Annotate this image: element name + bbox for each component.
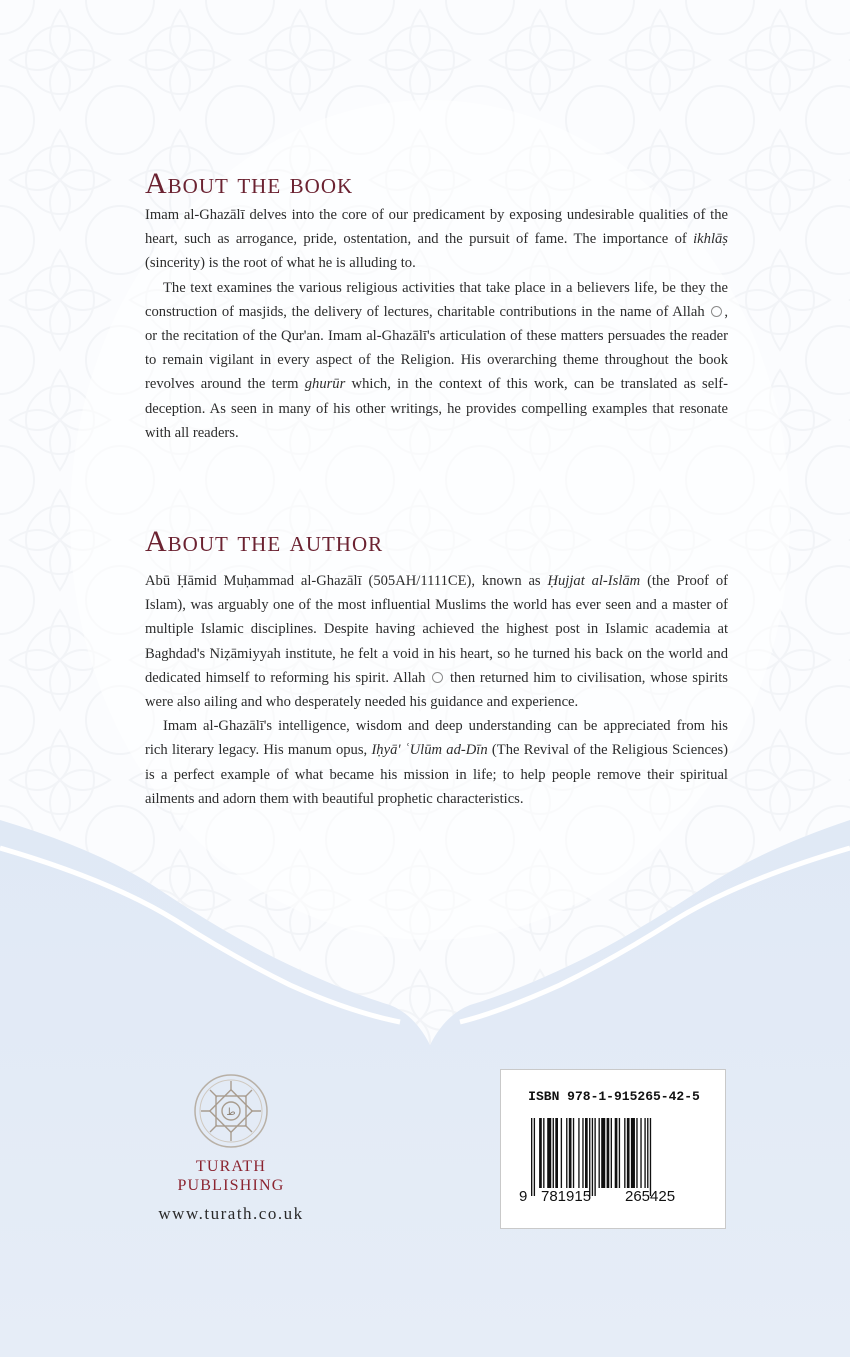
book-paragraph-1: Imam al-Ghazālī delves into the core of our predicament by exposing undesirable qualities of the heart, such as arrogance, pride, ostentation, and the pursuit of fame. The importance of ikhlāṣ (sincerity) is the root of what he is alluding to. [145, 207, 728, 272]
barcode-bar [631, 1118, 635, 1188]
barcode-bar [594, 1118, 595, 1196]
barcode-bars-icon [531, 1118, 701, 1196]
publisher-website[interactable]: www.turath.co.uk [158, 1204, 304, 1223]
barcode-bar [615, 1118, 618, 1188]
barcode-bar [566, 1118, 567, 1188]
barcode-bar [640, 1118, 641, 1188]
author-paragraph-1: Abū Ḥāmid Muḥammad al-Ghazālī (505AH/1111CE), known as Ḥujjat al-Islām (the Proof of Islam), was arguably one of the most influential Muslims the world has ever seen and a master of multiple Islamic disciplines. Despite having achieved the highest post in Islamic academia at Baghdad's Niẓāmiyyah institute, he felt a void in his heart, so he turned his back on the world and dedicated himself to reforming his spirit. Allah then returned him to civilisation, whose spirits were also ailing and who desperately needed his guidance and experience. [145, 573, 729, 711]
barcode-bar [589, 1118, 590, 1196]
barcode-bar [578, 1118, 579, 1188]
author-paragraph-2: Imam al-Ghazālī's intelligence, wisdom and deep understanding can be appreciated from his rich literary legacy. His manum opus, Iḥyā' ʿUlūm ad-Dīn (The Revival of the Religious Sciences) is a perfect example of what became his mission in life; to help people remove their spiritual ailments and adorn them with beautiful prophetic characteristics. [145, 718, 729, 807]
barcode-bar [636, 1118, 637, 1188]
barcode-bar [624, 1118, 625, 1188]
barcode-bar [619, 1118, 620, 1188]
svg-text:ط: ط [226, 1107, 236, 1118]
barcode-bar [569, 1118, 572, 1188]
barcode-bar [555, 1118, 558, 1188]
barcode-bar [592, 1118, 593, 1196]
about-author-heading: About the author [145, 525, 384, 558]
barcode-bar [599, 1118, 600, 1188]
barcode-bar [627, 1118, 630, 1188]
barcode-bar [611, 1118, 612, 1188]
barcode-bar [531, 1118, 532, 1196]
about-author-text [145, 569, 728, 811]
isbn-label: ISBN 978-1-915265-42-5 [528, 1089, 700, 1104]
barcode-bar [539, 1118, 542, 1188]
about-book-heading: About the book [145, 167, 354, 200]
barcode-bar [573, 1118, 574, 1188]
barcode-bar [582, 1118, 583, 1188]
isbn-barcode: ISBN 978-1-915265-42-5 9 781915 265425 [500, 1069, 726, 1229]
barcode-bar [644, 1118, 645, 1188]
barcode-bar [543, 1118, 544, 1188]
barcode-bar [647, 1118, 648, 1188]
barcode-bar [534, 1118, 535, 1196]
publisher-logo-icon [193, 1073, 269, 1149]
book-paragraph-2: The text examines the various religious activities that take place in a believers life, be they the construction of masjids, the delivery of lectures, charitable contributions in the name of Allah , or the recitation of the Qur'an. Imam al-Ghazālī's articulation of these matters persuades the reader to remain vigilant in every aspect of the Religion. His overarching theme throughout the book revolves around the term ghurūr which, in the context of this work, can be translated as self-deception. As seen in many of his other writings, he provides compelling examples that resonate with all readers. [145, 279, 728, 441]
honorific-icon [711, 306, 722, 317]
honorific-icon [432, 672, 443, 683]
barcode-bar [547, 1118, 551, 1188]
barcode-bar [553, 1118, 554, 1188]
barcode-bar [607, 1118, 610, 1188]
barcode-bar [561, 1118, 562, 1188]
barcode-bar [650, 1118, 651, 1196]
about-book-text [145, 203, 728, 445]
barcode-bar [585, 1118, 588, 1188]
publisher-name: TURATH PUBLISHING [177, 1158, 285, 1194]
barcode-bar [601, 1118, 605, 1188]
